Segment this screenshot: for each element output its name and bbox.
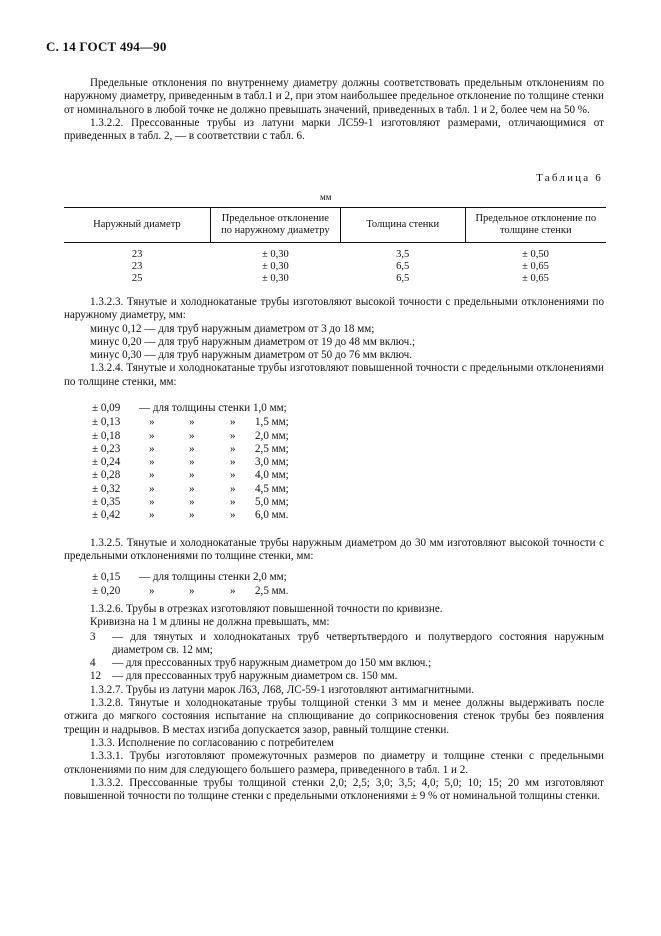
tolerance-value: ± 0,18 xyxy=(92,429,121,442)
ditto-mark: » xyxy=(189,469,195,482)
table-cell: ± 0,30 xyxy=(261,261,289,272)
ditto-mark: » xyxy=(230,416,236,429)
ditto-mark: » xyxy=(149,482,155,495)
paragraph: 1.3.2.2. Прессованные трубы из латуни марки ЛС59-1 изготовляют размерами, отличающимися от приведенных в табл. 2, — в соответствии с табл. 6. xyxy=(64,116,604,143)
ditto-mark: » xyxy=(230,442,236,455)
paragraph: 1.3.2.6. Трубы в отрезках изготовляют повышенной точности по кривизне. xyxy=(90,603,443,615)
paragraph: 1.3.2.5. Тянутые и холоднокатаные трубы наружным диаметром до 30 мм изготовляют высокой точности с предельными отклонениями по толщине стенки, мм: xyxy=(64,537,604,563)
list-text: — для тянутых и холоднокатаных труб четвертьтвердого и полутвердого состояния наружным диаметром св. 12 мм; xyxy=(112,630,604,656)
column-header: Предельное отклонение по наружному диаметру xyxy=(210,208,340,243)
thickness-value: 1,5 мм; xyxy=(255,416,289,429)
list-number: 3 xyxy=(90,630,96,643)
page-header: С. 14 ГОСТ 494—90 xyxy=(46,39,167,54)
table-cell: ± 0,50 xyxy=(522,249,549,260)
ditto-mark: » xyxy=(189,442,195,455)
paragraph: 1.3.3.2. Прессованные трубы толщиной стенки 2,0; 2,5; 3,0; 3,5; 4,0; 5,0; 10; 15; 20 мм изготовляют повышенной точности по толщине стенки с предельными отклонениями ± 9 % от номинальной толщины стенки. xyxy=(64,776,604,803)
table-caption: Таблица 6 xyxy=(536,172,603,184)
table-row xyxy=(64,243,606,262)
tolerance-value: ± 0,24 xyxy=(92,456,121,469)
column-header: Предельное отклонение по толщине стенки xyxy=(465,208,606,243)
list-number: 4 xyxy=(90,657,96,670)
tolerance-value: ± 0,42 xyxy=(92,509,121,522)
table-header-row xyxy=(64,208,606,243)
thickness-value: 4,5 мм; xyxy=(255,482,289,495)
thickness-value: 2,0 мм; xyxy=(255,429,289,442)
ditto-mark: » xyxy=(149,442,155,455)
section-heading: 1.3.3. Исполнение по согласованию с потребителем xyxy=(90,736,334,749)
list-item xyxy=(90,631,604,658)
section-1326 xyxy=(64,603,604,803)
paragraph: Кривизна на 1 м длины не должна превышать, мм: xyxy=(90,616,330,629)
table-6 xyxy=(64,207,606,285)
thickness-value: 4,0 мм; xyxy=(255,469,289,482)
table-row xyxy=(64,261,606,273)
section-1325 xyxy=(64,537,604,564)
ditto-mark: » xyxy=(149,585,155,598)
ditto-mark: » xyxy=(230,482,236,495)
thickness-value: 6,0 мм. xyxy=(255,509,289,522)
ditto-mark: » xyxy=(230,429,236,442)
paragraph: 1.3.2.4. Тянутые и холоднокатаные трубы изготовляют повышенной точности с предельными отклонениями по толщине стенки, мм: xyxy=(64,362,604,388)
thickness-value: 3,0 мм; xyxy=(255,456,289,469)
ditto-mark: » xyxy=(149,456,155,469)
table-cell: 25 xyxy=(131,273,143,284)
paragraph: 1.3.2.3. Тянутые и холоднокатаные трубы изготовляют высокой точности с предельными отклонениями по наружному диаметру, мм: xyxy=(64,296,604,322)
table-cell: 3,5 xyxy=(396,249,410,260)
table-cell: 6,5 xyxy=(396,273,410,284)
section-1323 xyxy=(64,296,604,389)
tolerance-value: ± 0,20 xyxy=(92,585,121,598)
tolerance-value: ± 0,13 xyxy=(92,416,121,429)
ditto-mark: » xyxy=(189,585,195,598)
table-cell: ± 0,30 xyxy=(261,249,289,260)
table-cell: ± 0,65 xyxy=(522,261,549,272)
table-cell: 23 xyxy=(131,249,143,260)
tolerance-text: — для толщины стенки 1,0 мм; xyxy=(139,402,287,414)
tolerance-value: ± 0,23 xyxy=(92,442,121,455)
ditto-mark: » xyxy=(230,509,236,522)
paragraph: 1.3.2.7. Трубы из латуни марок Л63, Л68, ЛС-59-1 изготовляют антимагнитными. xyxy=(90,683,475,696)
ditto-mark: » xyxy=(230,469,236,482)
list-item xyxy=(90,670,604,683)
column-header: Наружный диаметр xyxy=(64,208,210,243)
tolerance-value: ± 0,15 xyxy=(92,571,121,583)
ditto-mark: » xyxy=(189,429,195,442)
tolerance-value: ± 0,28 xyxy=(92,469,121,482)
ditto-mark: » xyxy=(189,509,195,522)
table-cell: 23 xyxy=(131,261,143,272)
ditto-mark: » xyxy=(149,509,155,522)
ditto-mark: » xyxy=(189,416,195,429)
thickness-value: 2,5 мм; xyxy=(255,442,289,455)
ditto-mark: » xyxy=(189,456,195,469)
tolerance-value: ± 0,09 xyxy=(92,402,121,414)
list-text: — для прессованных труб наружным диаметром до 150 мм включ.; xyxy=(112,657,432,670)
tolerance-text: — для толщины стенки 2,0 мм; xyxy=(139,571,287,583)
thickness-value: 2,5 мм. xyxy=(255,585,289,598)
table-row xyxy=(64,273,606,285)
paragraph: Предельные отклонения по внутреннему диаметру должны соответствовать предельным отклонениям по наружному диаметру, приведенным в табл.1 и 2, при этом наибольшее предельное отклонение по толщине стенки от номинального в любой точке не должно превышать значений, приведенных в табл. 1 и 2, более чем на 50 %. xyxy=(64,77,604,116)
ditto-mark: » xyxy=(149,496,155,509)
list-item xyxy=(90,657,604,670)
paragraph: 1.3.2.8. Тянутые и холоднокатаные трубы толщиной стенки 3 мм и менее должны выдерживать после отжига до мягкого состояния испытание на сплющивание до соприкосновения стенок трубы без появления трещин и надрывов. В местах изгиба допускается зазор, равный толщине стенки. xyxy=(64,697,604,736)
table-cell: 6,5 xyxy=(396,261,410,272)
list-item: минус 0,12 — для труб наружным диаметром от 3 до 18 мм; xyxy=(90,322,375,335)
intro-block xyxy=(64,77,604,143)
ditto-mark: » xyxy=(149,469,155,482)
ditto-mark: » xyxy=(189,482,195,495)
list-item: минус 0,30 — для труб наружным диаметром от 50 до 76 мм включ. xyxy=(90,349,412,362)
list-text: — для прессованных труб наружным диаметром св. 150 мм. xyxy=(112,670,398,683)
ditto-mark: » xyxy=(230,456,236,469)
tolerance-value: ± 0,32 xyxy=(92,482,121,495)
paragraph: 1.3.3.1. Трубы изготовляют промежуточных размеров по диаметру и толщине стенки с предельными отклонениями по ним для следующего большего размера, приведенного в табл. 1 и 2. xyxy=(64,750,604,776)
table-cell: ± 0,65 xyxy=(522,273,549,284)
list-number: 12 xyxy=(90,670,102,683)
ditto-mark: » xyxy=(149,416,155,429)
column-header: Толщина стенки xyxy=(340,208,465,243)
thickness-value: 5,0 мм; xyxy=(255,496,289,509)
table-cell: ± 0,30 xyxy=(261,273,289,284)
table-unit: мм xyxy=(320,192,332,202)
ditto-mark: » xyxy=(230,496,236,509)
tolerance-value: ± 0,35 xyxy=(92,496,121,509)
list-item: минус 0,20 — для труб наружным диаметром от 19 до 48 мм включ.; xyxy=(90,335,416,348)
ditto-mark: » xyxy=(230,585,236,598)
ditto-mark: » xyxy=(189,496,195,509)
ditto-mark: » xyxy=(149,429,155,442)
